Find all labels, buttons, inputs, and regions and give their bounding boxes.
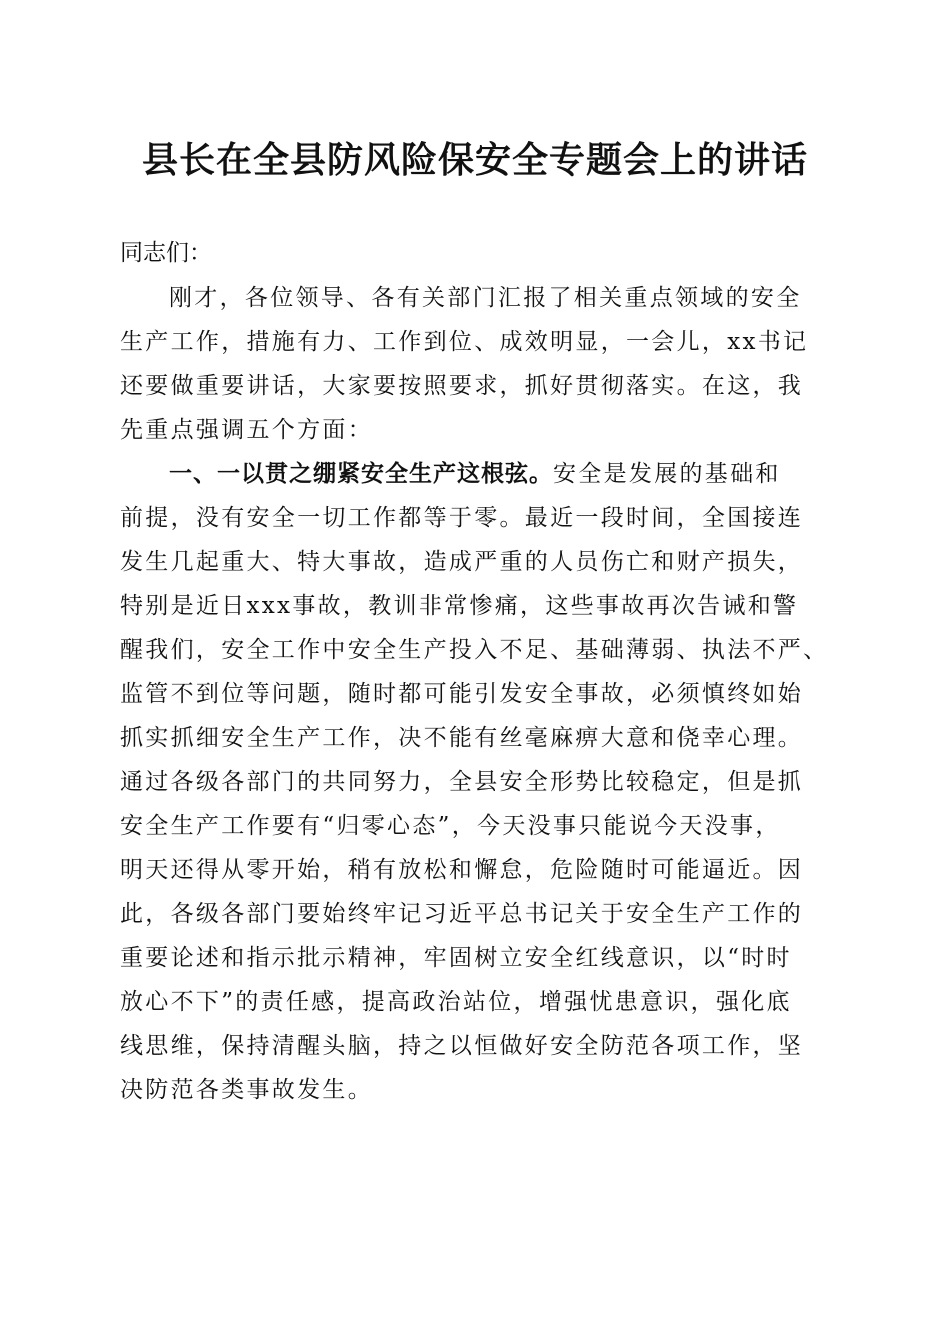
paragraph-2-line-14: 决防范各类事故发生。	[120, 1077, 373, 1103]
paragraph-2-line-5: 监管不到位等问题，随时都可能引发安全事故，必须慎终如始	[120, 681, 804, 707]
paragraph-1-line-4: 先重点强调五个方面：	[120, 417, 373, 443]
paragraph-2-line-9: 明天还得从零开始，稍有放松和懈怠，危险随时可能逼近。因	[120, 857, 804, 883]
paragraph-1-line-2: 生产工作，措施有力、工作到位、成效明显，一会儿，xx书记	[120, 329, 809, 355]
section-1-first-line	[120, 452, 825, 496]
paragraph-1-line-1: 刚才，各位领导、各有关部门汇报了相关重点领域的安全	[169, 285, 802, 311]
paragraph-2-line-11: 重要论述和指示批示精神，牢固树立安全红线意识，以“时时	[120, 945, 792, 971]
paragraph-2-line-8: 安全生产工作要有“归零心态”，今天没事只能说今天没事，	[120, 813, 781, 839]
section-1-heading: 一、一以贯之绷紧安全生产这根弦。	[169, 461, 553, 487]
paragraph-2-line-6: 抓实抓细安全生产工作，决不能有丝毫麻痹大意和侥幸心理。	[120, 725, 804, 751]
section-1-first-line-text: 安全是发展的基础和	[553, 461, 781, 487]
document-body	[120, 276, 829, 1112]
paragraph-2-line-13: 线思维，保持清醒头脑，持之以恒做好安全防范各项工作，坚	[120, 1033, 804, 1059]
paragraph-2-line-12: 放心不下”的责任感，提高政治站位，增强忧患意识，强化底	[120, 989, 792, 1015]
paragraph-1-line-3: 还要做重要讲话，大家要按照要求，抓好贯彻落实。在这，我	[120, 373, 804, 399]
document-title: 县长在全县防风险保安全专题会上的讲话	[141, 139, 808, 181]
salutation: 同志们：	[120, 240, 212, 266]
paragraph-2-line-1: 前提，没有安全一切工作都等于零。最近一段时间，全国接连	[120, 505, 804, 531]
paragraph-2-line-7: 通过各级各部门的共同努力，全县安全形势比较稳定，但是抓	[120, 769, 804, 795]
paragraph-2-line-4: 醒我们，安全工作中安全生产投入不足、基础薄弱、执法不严、	[120, 637, 829, 663]
paragraph-2-line-2: 发生几起重大、特大事故，造成严重的人员伤亡和财产损失，	[120, 549, 804, 575]
paragraph-2-line-10: 此，各级各部门要始终牢记习近平总书记关于安全生产工作的	[120, 901, 804, 927]
paragraph-2-line-3: 特别是近日xxx事故，教训非常惨痛，这些事故再次告诫和警	[120, 593, 799, 619]
